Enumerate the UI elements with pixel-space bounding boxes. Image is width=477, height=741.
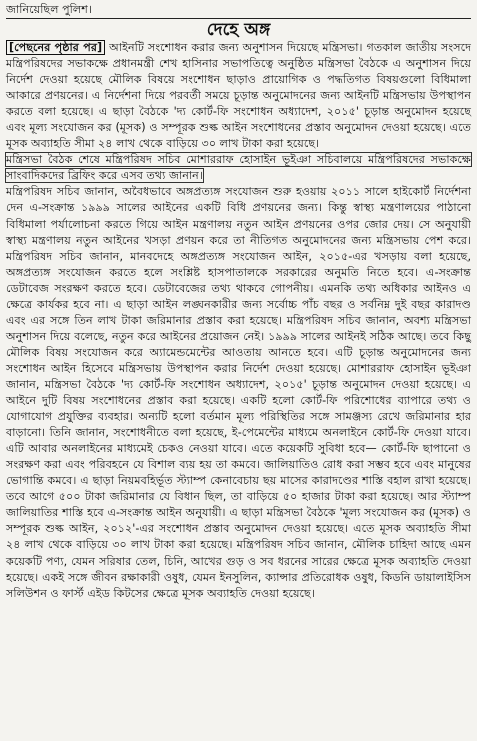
divider (6, 18, 471, 19)
headline: দেহে অঙ্গ (206, 20, 271, 40)
paragraph-3-text: মন্ত্রিপরিষদ সচিব জানান, অবৈধভাবে অঙ্গপ্রত্যঙ্গ সংযোজন শুরু হওয়ায় ২০১১ সালে হাইকোর্ট নির্দেশনা দেন এ-সংক্রান্ত ১৯৯৯ সালের আইনের একটি বিধি প্রণয়নের জন্য। কিন্তু স্বাস্থ্য মন্ত্রণালয়ের পাঠানো বিধিমালা পর্যালোচনা করতে গিয়ে আইন মন্ত্রণালয় নতুন আইন প্রণয়নের ওপর জোর দেয়। সে অনুযায়ী স্বাস্থ্য মন্ত্রণালয় নতুন আইনের খসড়া প্রণয়ন করে তা নীতিগত অনুমোদনের জন্য মন্ত্রিসভায় পেশ করে। মন্ত্রিপরিষদ সচিব জানান, মানবদেহে অঙ্গপ্রত্যঙ্গ সংযোজন আইন, ২০১৫-এর খসড়ায় বলা হয়েছে, অঙ্গপ্রত্যঙ্গ সংযোজন করতে হলে সংশ্লিষ্ট হাসপাতালকে সরকারের অনুমতি নিতে হবে। এ-সংক্রান্ত ডেটাবেজ সংরক্ষণ করতে হবে। ডেটাবেজের তথ্য থাকবে গোপনীয়। এমনকি তথ্য অধিকার আইনও এ ক্ষেত্রে কার্যকর হবে না। এ ছাড়া আইন লঙ্ঘনকারীর জন্য সর্বোচ্চ পাঁচ বছর ও সর্বনিম্ন দুই বছর কারাদণ্ড এবং এর সঙ্গে তিন লাখ টাকা জরিমানার প্রস্তাব করা হয়েছে। মন্ত্রিপরিষদ সচিব জানান, অবশ্য মন্ত্রিসভা অনুশাসন দিয়ে বলেছে, নতুন করে আইনের প্রয়োজন নেই। ১৯৯৯ সালের আইনই সঠিক আছে। তবে কিছু মৌলিক বিষয় সংযোজন করে অ্যামেন্ডমেন্টের আওতায় আনতে হবে। এটি চূড়ান্ত অনুমোদনের জন্য সংশোধন আইন হিসেবে মন্ত্রিসভায় উপস্থাপন করার নির্দেশ দেওয়া হয়েছে। মোশাররাফ হোসাইন ভূইঞা জানান, মন্ত্রিসভা বৈঠকে 'দ্য কোর্ট-ফি সংশোধন অধ্যাদেশ, ২০১৫' চূড়ান্ত অনুমোদন দেওয়া হয়েছে। এ আইনে দুটি বিষয় সংশোধনের প্রস্তাব করা হয়েছে। একটি হলো কোর্ট-ফি পরিশোধের ব্যাপারে তথ্য ও যোগাযোগ প্রযুক্তির ব্যবহার। অন্যটি হলো বর্তমান মূল্য পরিস্থিতির সঙ্গে সামঞ্জস্য রেখে জরিমানার হার বাড়ানো। তিনি জানান, সংশোধনীতে বলা হয়েছে, ই-পেমেন্টের মাধ্যমে অনলাইনে কোর্ট-ফি দেওয়া যাবে। এটি আবার অনলাইনের মাধ্যমেই চেকও নেওয়া যাবে। এতে কয়েকটি সুবিধা হবে— কোর্ট-ফি ছাপানো ও সংরক্ষণ করা এবং পরিবহনে যে বিশাল ব্যয় হয় তা কমবে। জালিয়াতিও রোধ করা সম্ভব হবে এবং মানুষের ভোগান্তি কমবে। এ ছাড়া নিয়মবহির্ভূত স্ট্যাম্প কেনাবেচায় ছয় মাসের কারাদণ্ডের শাস্তি বহাল রাখা হয়েছে। তবে আগে ৫০০ টাকা জরিমানার যে বিধান ছিল, তা বাড়িয়ে ৫০ হাজার টাকা করা হয়েছে। আর স্ট্যাম্প জালিয়াতির শাস্তি হবে এ-সংক্রান্ত আইন অনুযায়ী। এ ছাড়া মন্ত্রিসভা বৈঠকে 'মূল্য সংযোজন কর (মূসক) ও সম্পূরক শুল্ক আইন, ২০১২'-এর সংশোধন প্রস্তাব অনুমোদন দেওয়া হয়েছে। এতে মূসক অব্যাহতি সীমা ২৪ লাখ থেকে বাড়িয়ে ৩০ লাখ টাকা করা হয়েছে। মন্ত্রিপরিষদ সচিব জানান, মৌলিক চাহিদা আছে এমন কয়েকটি পণ্য, যেমন সরিষার তেল, চিনি, আখের গুড় ও সব ধরনের সারের ক্ষেত্রে মূসক অব্যাহতি দেওয়া হয়েছে। একই সঙ্গে জীবন রক্ষাকারী ওষুধ, যেমন ইনসুলিন, ক্যান্সার প্রতিরোধক ওষুধ, কিডনি ডায়ালাইসিস সলিউশন ও ফার্স্ট এইড কিটসের ক্ষেত্রে মূসক অব্যাহতি দেওয়া হয়েছে। (6, 185, 471, 600)
continued-tag: [পেছনের পৃষ্ঠার পর] (6, 40, 105, 55)
article-body (6, 40, 471, 602)
paragraph-3 (6, 184, 471, 601)
paragraph-1-text: আইনটি সংশোধন করার জন্য অনুশাসন দিয়েছে মন্ত্রিসভা। গতকাল জাতীয় সংসদে মন্ত্রিপরিষদের সভাকক্ষে প্রধানমন্ত্রী শেখ হাসিনার সভাপতিত্বে অনুষ্ঠিত মন্ত্রিসভা বৈঠকে এ অনুশাসন দিয়ে নির্দেশ দেওয়া হয়েছে মৌলিক বিষয়ে সংশোধন ছাড়াও প্রায়োগিক ও পদ্ধতিগত বিষয়গুলো বিধিমালা আকারে প্রণয়নের। এ নির্দেশনা দিয়ে পরবর্তী সময়ে চূড়ান্ত অনুমোদনের জন্য আইনটি মন্ত্রিসভায় উপস্থাপন করতে বলা হয়েছে। এ ছাড়া বৈঠকে 'দ্য কোর্ট-ফি সংশোধন অধ্যাদেশ, ২০১৫' চূড়ান্ত অনুমোদন হয়েছে এবং মূল্য সংযোজন কর (মূসক) ও সম্পূরক শুল্ক আইন সংশোধনের প্রস্তাব অনুমোদন দেওয়া হয়েছে। এতে মূসক অব্যাহতি সীমা ২৪ লাখ থেকে বাড়িয়ে ৩০ লাখ টাকা করা হয়েছে। (6, 41, 471, 151)
paragraph-1 (6, 40, 471, 152)
paragraph-2-text: মন্ত্রিসভা বৈঠক শেষে মন্ত্রিপরিষদ সচিব মোশাররাফ হোসাইন ভূইঞা সচিবালয়ে মন্ত্রিপরিষদের সভাকক্ষে সাংবাদিকদের ব্রিফিং করে এসব তথ্য জানান। (6, 153, 471, 183)
previous-article-tail: জানিয়েছিল পুলিশ। (6, 3, 92, 16)
paragraph-2 (6, 152, 471, 184)
